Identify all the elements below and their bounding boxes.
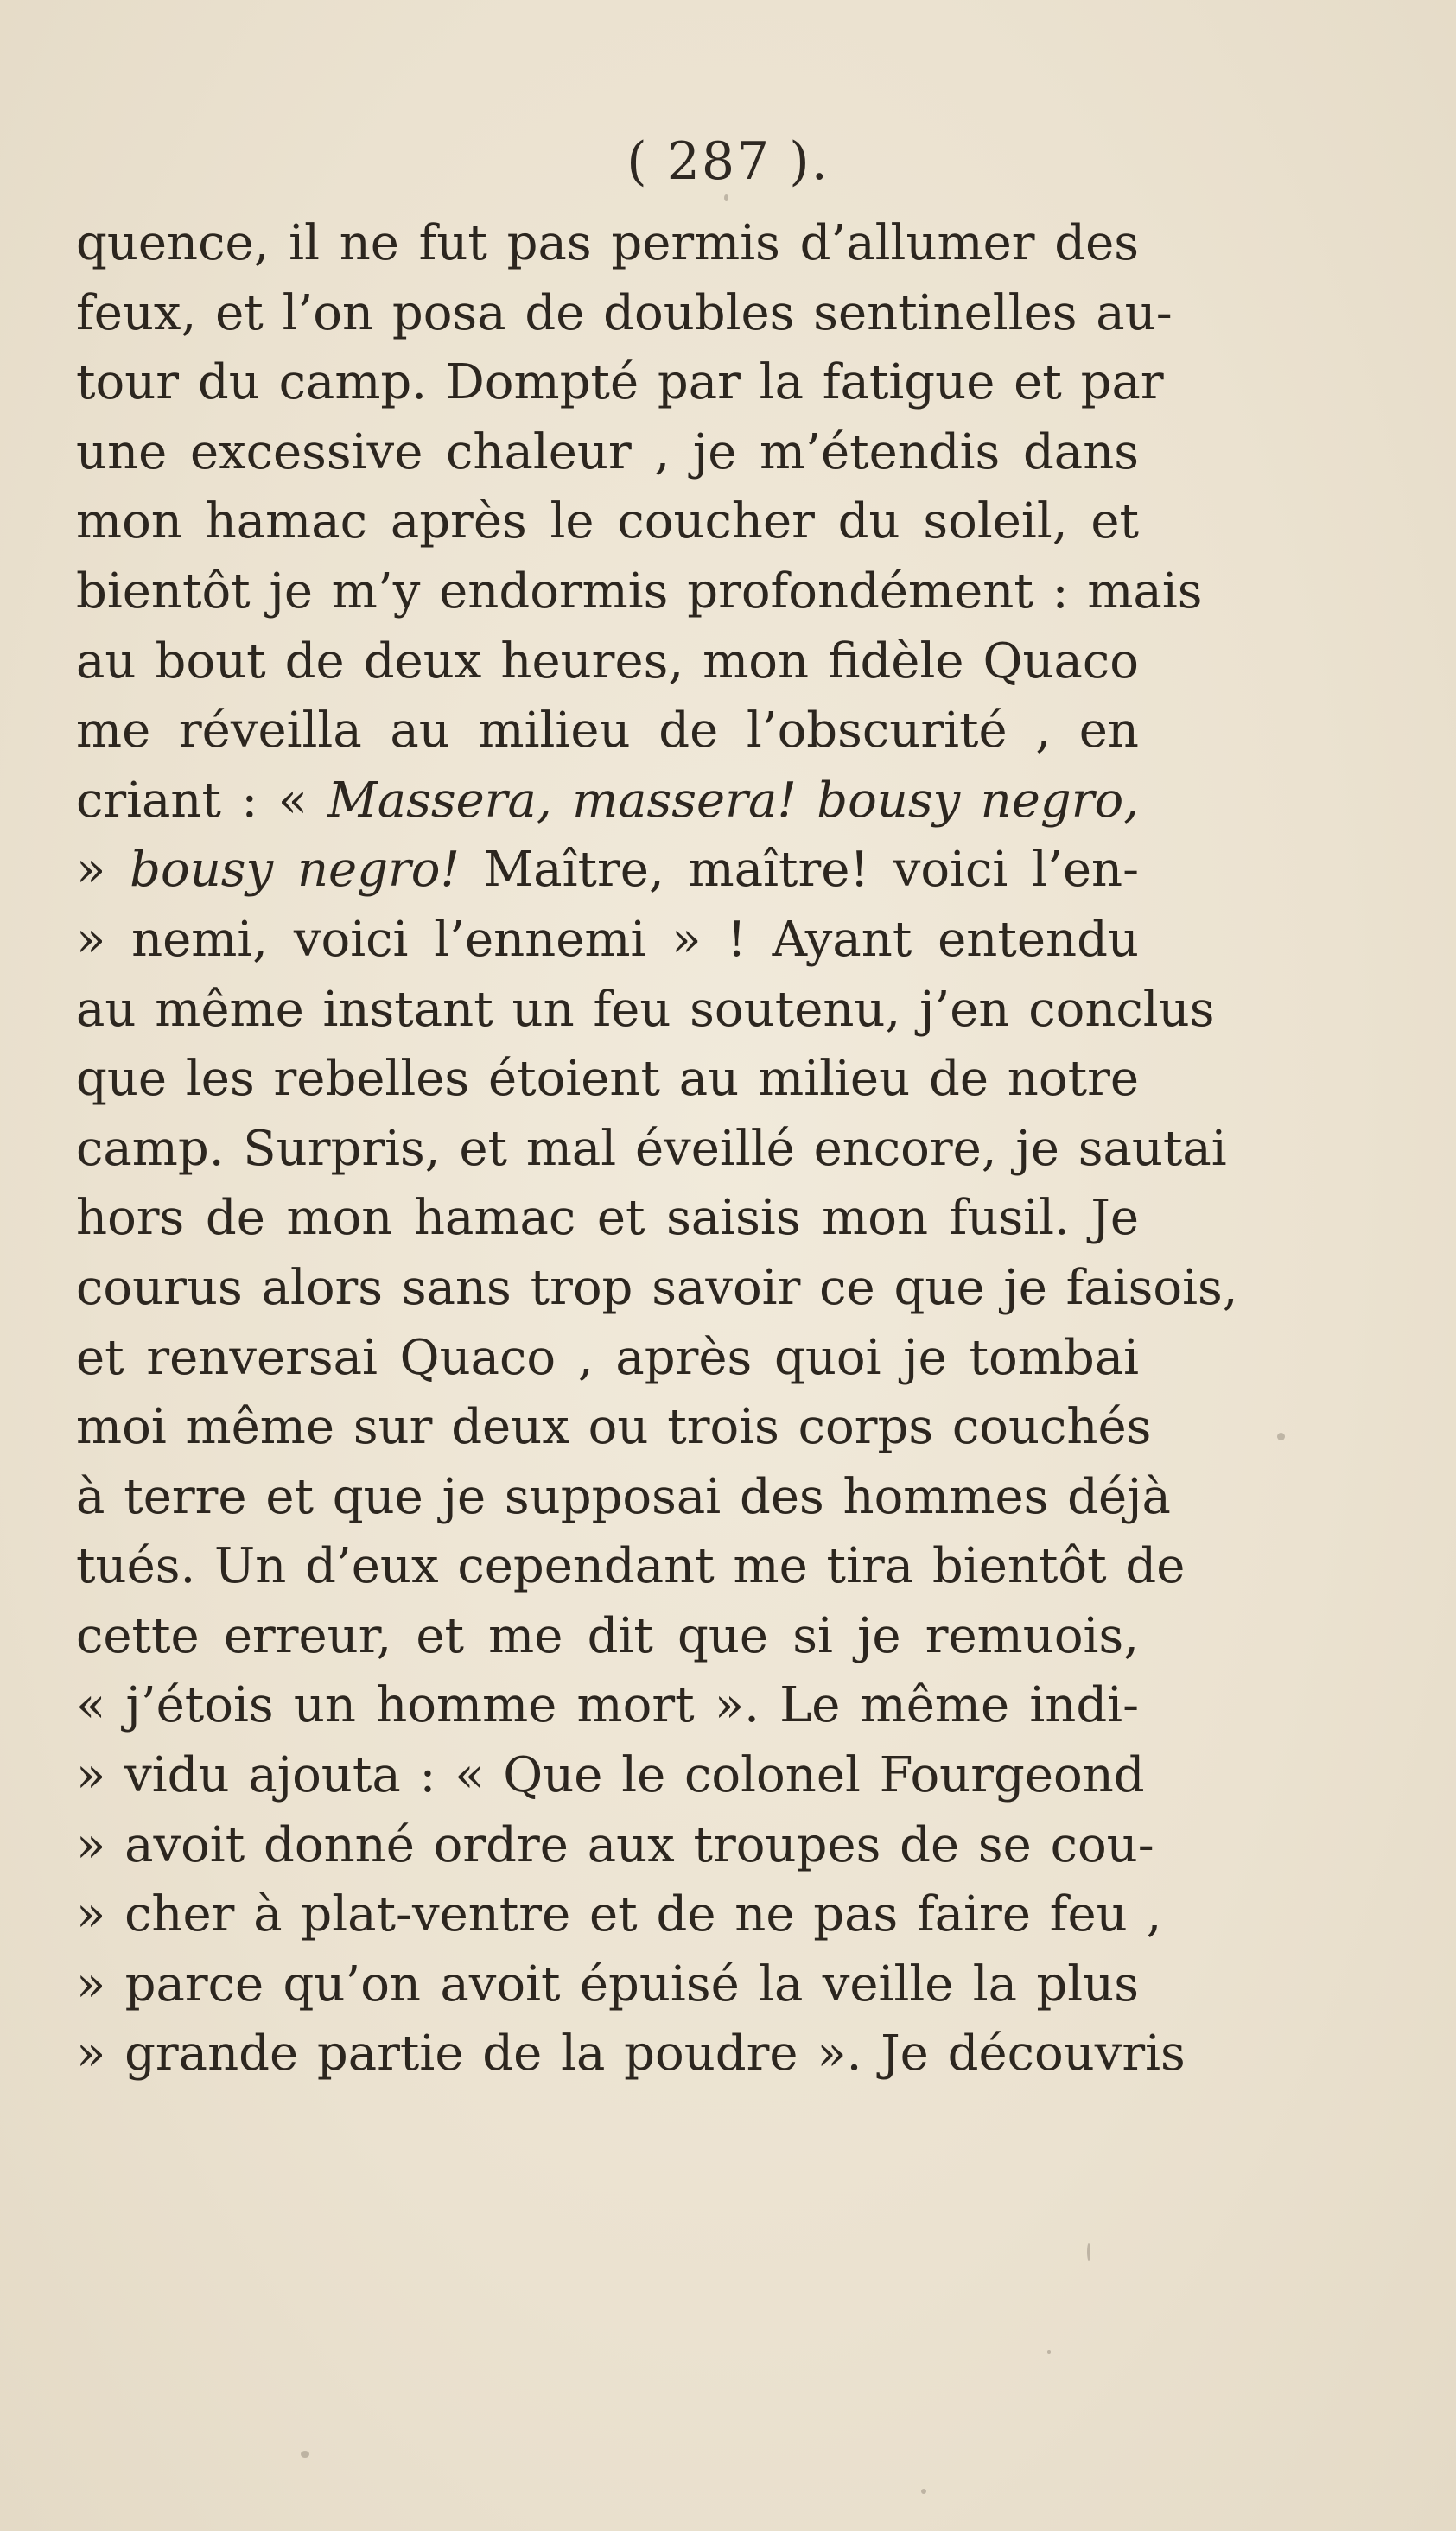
text-line: » cher à plat-ventre et de ne pas faire feu , [76, 1886, 1162, 1943]
text-line: hors de mon hamac et saisis mon fusil. Je [76, 1190, 1139, 1247]
body-text [76, 209, 1238, 2089]
text-line: moi même sur deux ou trois corps couchés [76, 1399, 1152, 1456]
text-line: » nemi, voici l’ennemi » ! Ayant entendu [76, 911, 1139, 968]
text-line: quence, il ne fut pas permis d’allumer des [76, 215, 1139, 271]
text-line [76, 766, 1139, 836]
text-line: cette erreur, et me dit que si je remuois, [76, 1607, 1139, 1664]
paper-speck [301, 2451, 309, 2458]
text-line: me réveilla au milieu de l’obscurité , en [76, 703, 1139, 760]
text-line: camp. Surpris, et mal éveillé encore, je sautai [76, 1120, 1227, 1177]
paper-speck [1277, 1433, 1285, 1440]
text-segment: criant : « [76, 772, 328, 829]
text-line: tour du camp. Dompté par la fatigue et par [76, 354, 1164, 411]
text-line: que les rebelles étoient au milieu de notre [76, 1051, 1139, 1108]
paper-speck [724, 194, 728, 201]
text-segment: Maître, maître! voici l’en- [460, 842, 1139, 899]
text-line: « j’étois un homme mort ». Le même indi- [76, 1677, 1139, 1734]
paper-speck [1047, 2350, 1051, 2354]
text-line: au même instant un feu soutenu, j’en conclus [76, 981, 1215, 1038]
italic-exclamation: Massera, massera! bousy negro, [327, 772, 1139, 829]
text-line: au bout de deux heures, mon fidèle Quaco [76, 633, 1139, 690]
text-line: bientôt je m’y endormis profondément : mais [76, 563, 1203, 620]
text-line: tués. Un d’eux cependant me tira bientôt de [76, 1538, 1186, 1595]
text-line: » avoit donné ordre aux troupes de se cou- [76, 1816, 1154, 1873]
text-line: » vidu ajouta : « Que le colonel Fourgeond [76, 1747, 1145, 1804]
text-line: feux, et l’on posa de doubles sentinelles au- [76, 284, 1173, 341]
text-line: mon hamac après le coucher du soleil, et [76, 493, 1139, 550]
paper-speck [921, 2489, 926, 2494]
text-segment: » [76, 842, 130, 899]
text-line: » grande partie de la poudre ». Je découvris [76, 2025, 1186, 2083]
page-number: ( 287 ). [626, 131, 830, 192]
text-line: à terre et que je supposai des hommes déjà [76, 1468, 1171, 1525]
text-line: une excessive chaleur , je m’étendis dans [76, 423, 1139, 480]
text-line [76, 836, 1139, 906]
paper-speck [1087, 2243, 1090, 2261]
text-line: » parce qu’on avoit épuisé la veille la plus [76, 1955, 1139, 2013]
italic-exclamation: bousy negro! [130, 842, 461, 899]
text-line: et renversai Quaco , après quoi je tombai [76, 1329, 1139, 1386]
text-line: courus alors sans trop savoir ce que je faisois, [76, 1259, 1238, 1316]
